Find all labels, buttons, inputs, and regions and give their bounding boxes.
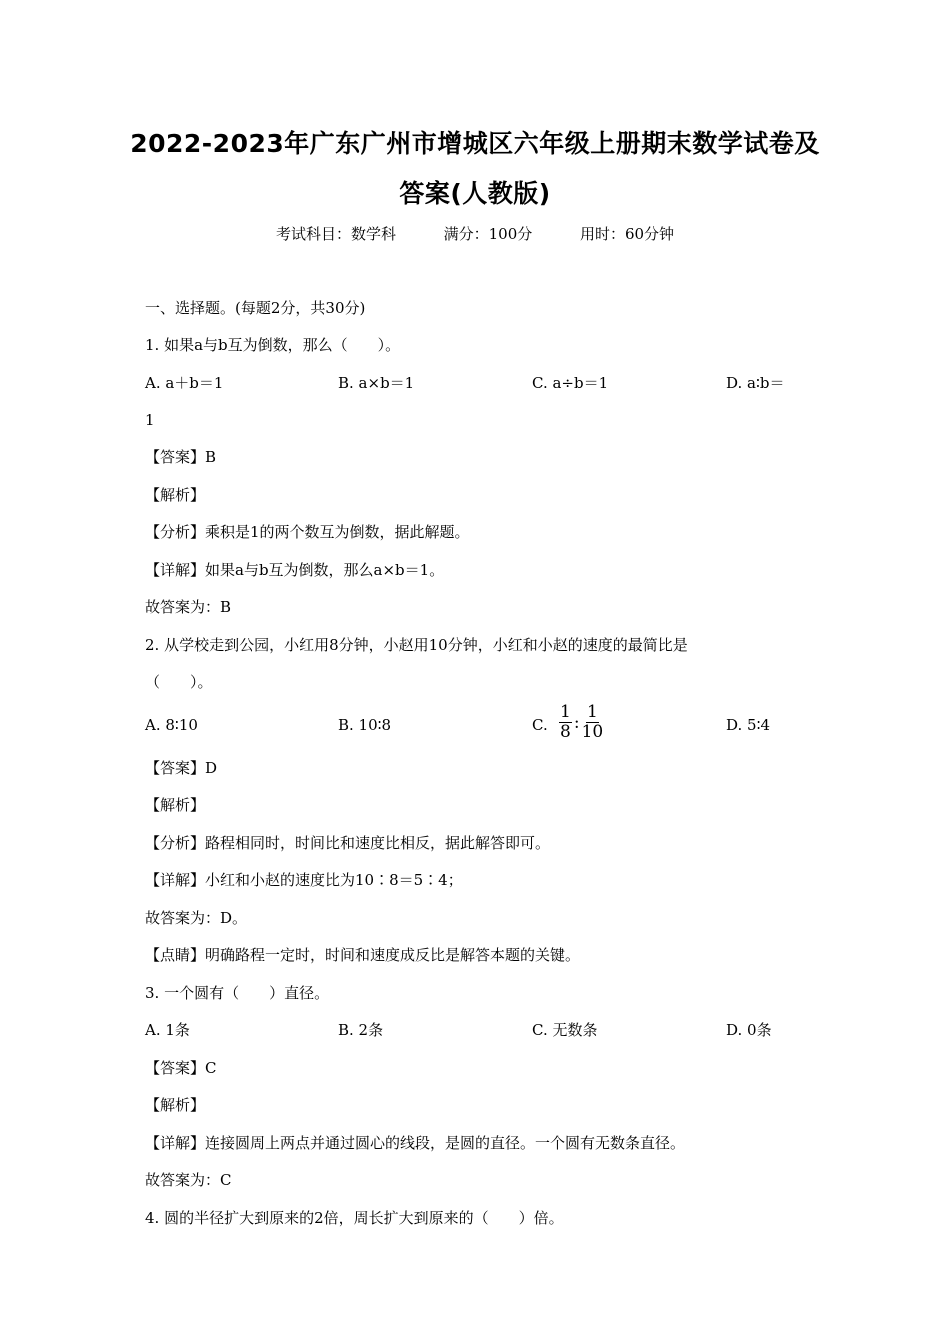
q1-final-answer: 故答案为：B [145, 598, 232, 616]
q2-option-a: A. 8∶10 [145, 716, 198, 734]
q2-analysis-heading: 【解析】 [145, 796, 206, 814]
fraction-numerator: 1 [586, 702, 598, 722]
fraction-denominator: 10 [581, 722, 604, 742]
q3-answer: 【答案】C [145, 1059, 217, 1077]
q3-option-d: D. 0条 [726, 1021, 772, 1039]
q3-option-c: C. 无数条 [532, 1021, 598, 1039]
q1-stem: 1. 如果a与b互为倒数，那么（ ）。 [145, 336, 401, 354]
q2-xiangjie: 【详解】小红和小赵的速度比为10∶8＝5∶4； [145, 871, 463, 889]
q1-answer: 【答案】B [145, 448, 217, 466]
q2-dianjing: 【点睛】明确路程一定时，时间和速度成反比是解答本题的关键。 [145, 946, 581, 964]
q2-fenxi: 【分析】路程相同时，时间比和速度比相反，据此解答即可。 [145, 834, 551, 852]
q2-answer: 【答案】D [145, 759, 218, 777]
q2-stem-cont: （ ）。 [145, 673, 213, 691]
q3-xiangjie: 【详解】连接圆周上两点并通过圆心的线段，是圆的直径。一个圆有无数条直径。 [145, 1134, 686, 1152]
q1-option-a: A. a＋b＝1 [145, 374, 224, 392]
q1-xiangjie: 【详解】如果a与b互为倒数，那么a×b＝1。 [145, 561, 445, 579]
q1-option-b: B. a×b＝1 [338, 374, 415, 392]
section-heading: 一、选择题。(每题2分，共30分) [145, 299, 366, 317]
exam-title-line1: 2022-2023年广东广州市增城区六年级上册期末数学试卷及 [130, 129, 820, 158]
exam-title-line2: 答案(人教版) [399, 179, 551, 208]
q3-option-b: B. 2条 [338, 1021, 384, 1039]
fraction-one-eighth [559, 703, 572, 742]
ratio-separator: : [573, 712, 580, 733]
q1-option-d: D. a∶b＝ [726, 374, 785, 392]
q1-option-c: C. a÷b＝1 [532, 374, 609, 392]
q2-option-c-label: C. [532, 716, 548, 734]
q2-stem: 2. 从学校走到公园，小红用8分钟，小赵用10分钟，小红和小赵的速度的最简比是 [145, 636, 688, 654]
q2-option-c-fraction [558, 703, 604, 742]
exam-info: 考试科目：数学科 满分：100分 用时：60分钟 [275, 225, 675, 243]
q3-option-a: A. 1条 [145, 1021, 190, 1039]
q1-option-d-wrap: 1 [145, 411, 155, 429]
q3-stem: 3. 一个圆有（ ）直径。 [145, 984, 330, 1002]
fraction-numerator: 1 [560, 702, 571, 722]
q1-analysis-heading: 【解析】 [145, 486, 206, 504]
q1-fenxi: 【分析】乘积是1的两个数互为倒数，据此解题。 [145, 523, 470, 541]
q3-final-answer: 故答案为：C [145, 1171, 232, 1189]
q4-stem: 4. 圆的半径扩大到原来的2倍，周长扩大到原来的（ ）倍。 [145, 1209, 564, 1227]
q2-final-answer: 故答案为：D。 [145, 909, 248, 927]
q2-option-d: D. 5∶4 [726, 716, 771, 734]
fraction-denominator: 8 [560, 722, 571, 742]
q2-option-b: B. 10∶8 [338, 716, 392, 734]
fraction-one-tenth [582, 703, 604, 742]
q3-analysis-heading: 【解析】 [145, 1096, 206, 1114]
